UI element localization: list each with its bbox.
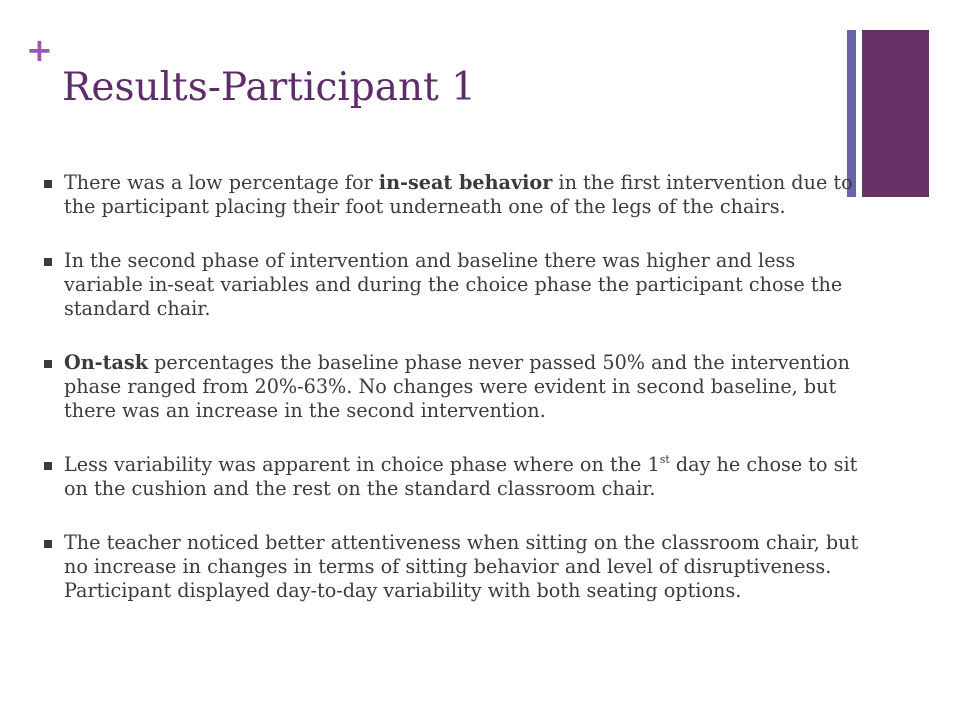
bullet-item: The teacher noticed better attentiveness when sitting on the classroom chair, but no increase in changes in terms of sitting behavior and level of disruptiveness. Participant displayed day-to-day variability with both seating options. xyxy=(44,531,870,603)
decorative-bar-thick xyxy=(862,30,929,197)
bold-term: in-seat behavior xyxy=(378,171,553,194)
bullet-square-icon xyxy=(44,180,52,188)
bullet-square-icon xyxy=(44,360,52,368)
bullet-item: There was a low percentage for in-seat behavior in the first intervention due to the participant placing their foot underneath one of the legs of the chairs. xyxy=(44,171,870,219)
bullet-square-icon xyxy=(44,462,52,470)
ordinal-suffix: st xyxy=(659,453,670,466)
bullet-item: In the second phase of intervention and baseline there was higher and less variable in-seat variables and during the choice phase the participant chose the standard chair. xyxy=(44,249,870,321)
bullet-list xyxy=(44,171,870,603)
plus-mark: + xyxy=(26,31,53,69)
bullet-square-icon xyxy=(44,258,52,266)
bullet-item: Less variability was apparent in choice phase where on the 1st day he chose to sit on the cushion and the rest on the standard classroom chair. xyxy=(44,453,870,501)
slide-title: Results-Participant 1 xyxy=(62,65,476,110)
bold-term: On-task xyxy=(64,351,149,374)
bullet-item: On-task percentages the baseline phase never passed 50% and the intervention phase ranged from 20%-63%. No changes were evident in second baseline, but there was an increase in the second intervention. xyxy=(44,351,870,423)
bullet-square-icon xyxy=(44,540,52,548)
